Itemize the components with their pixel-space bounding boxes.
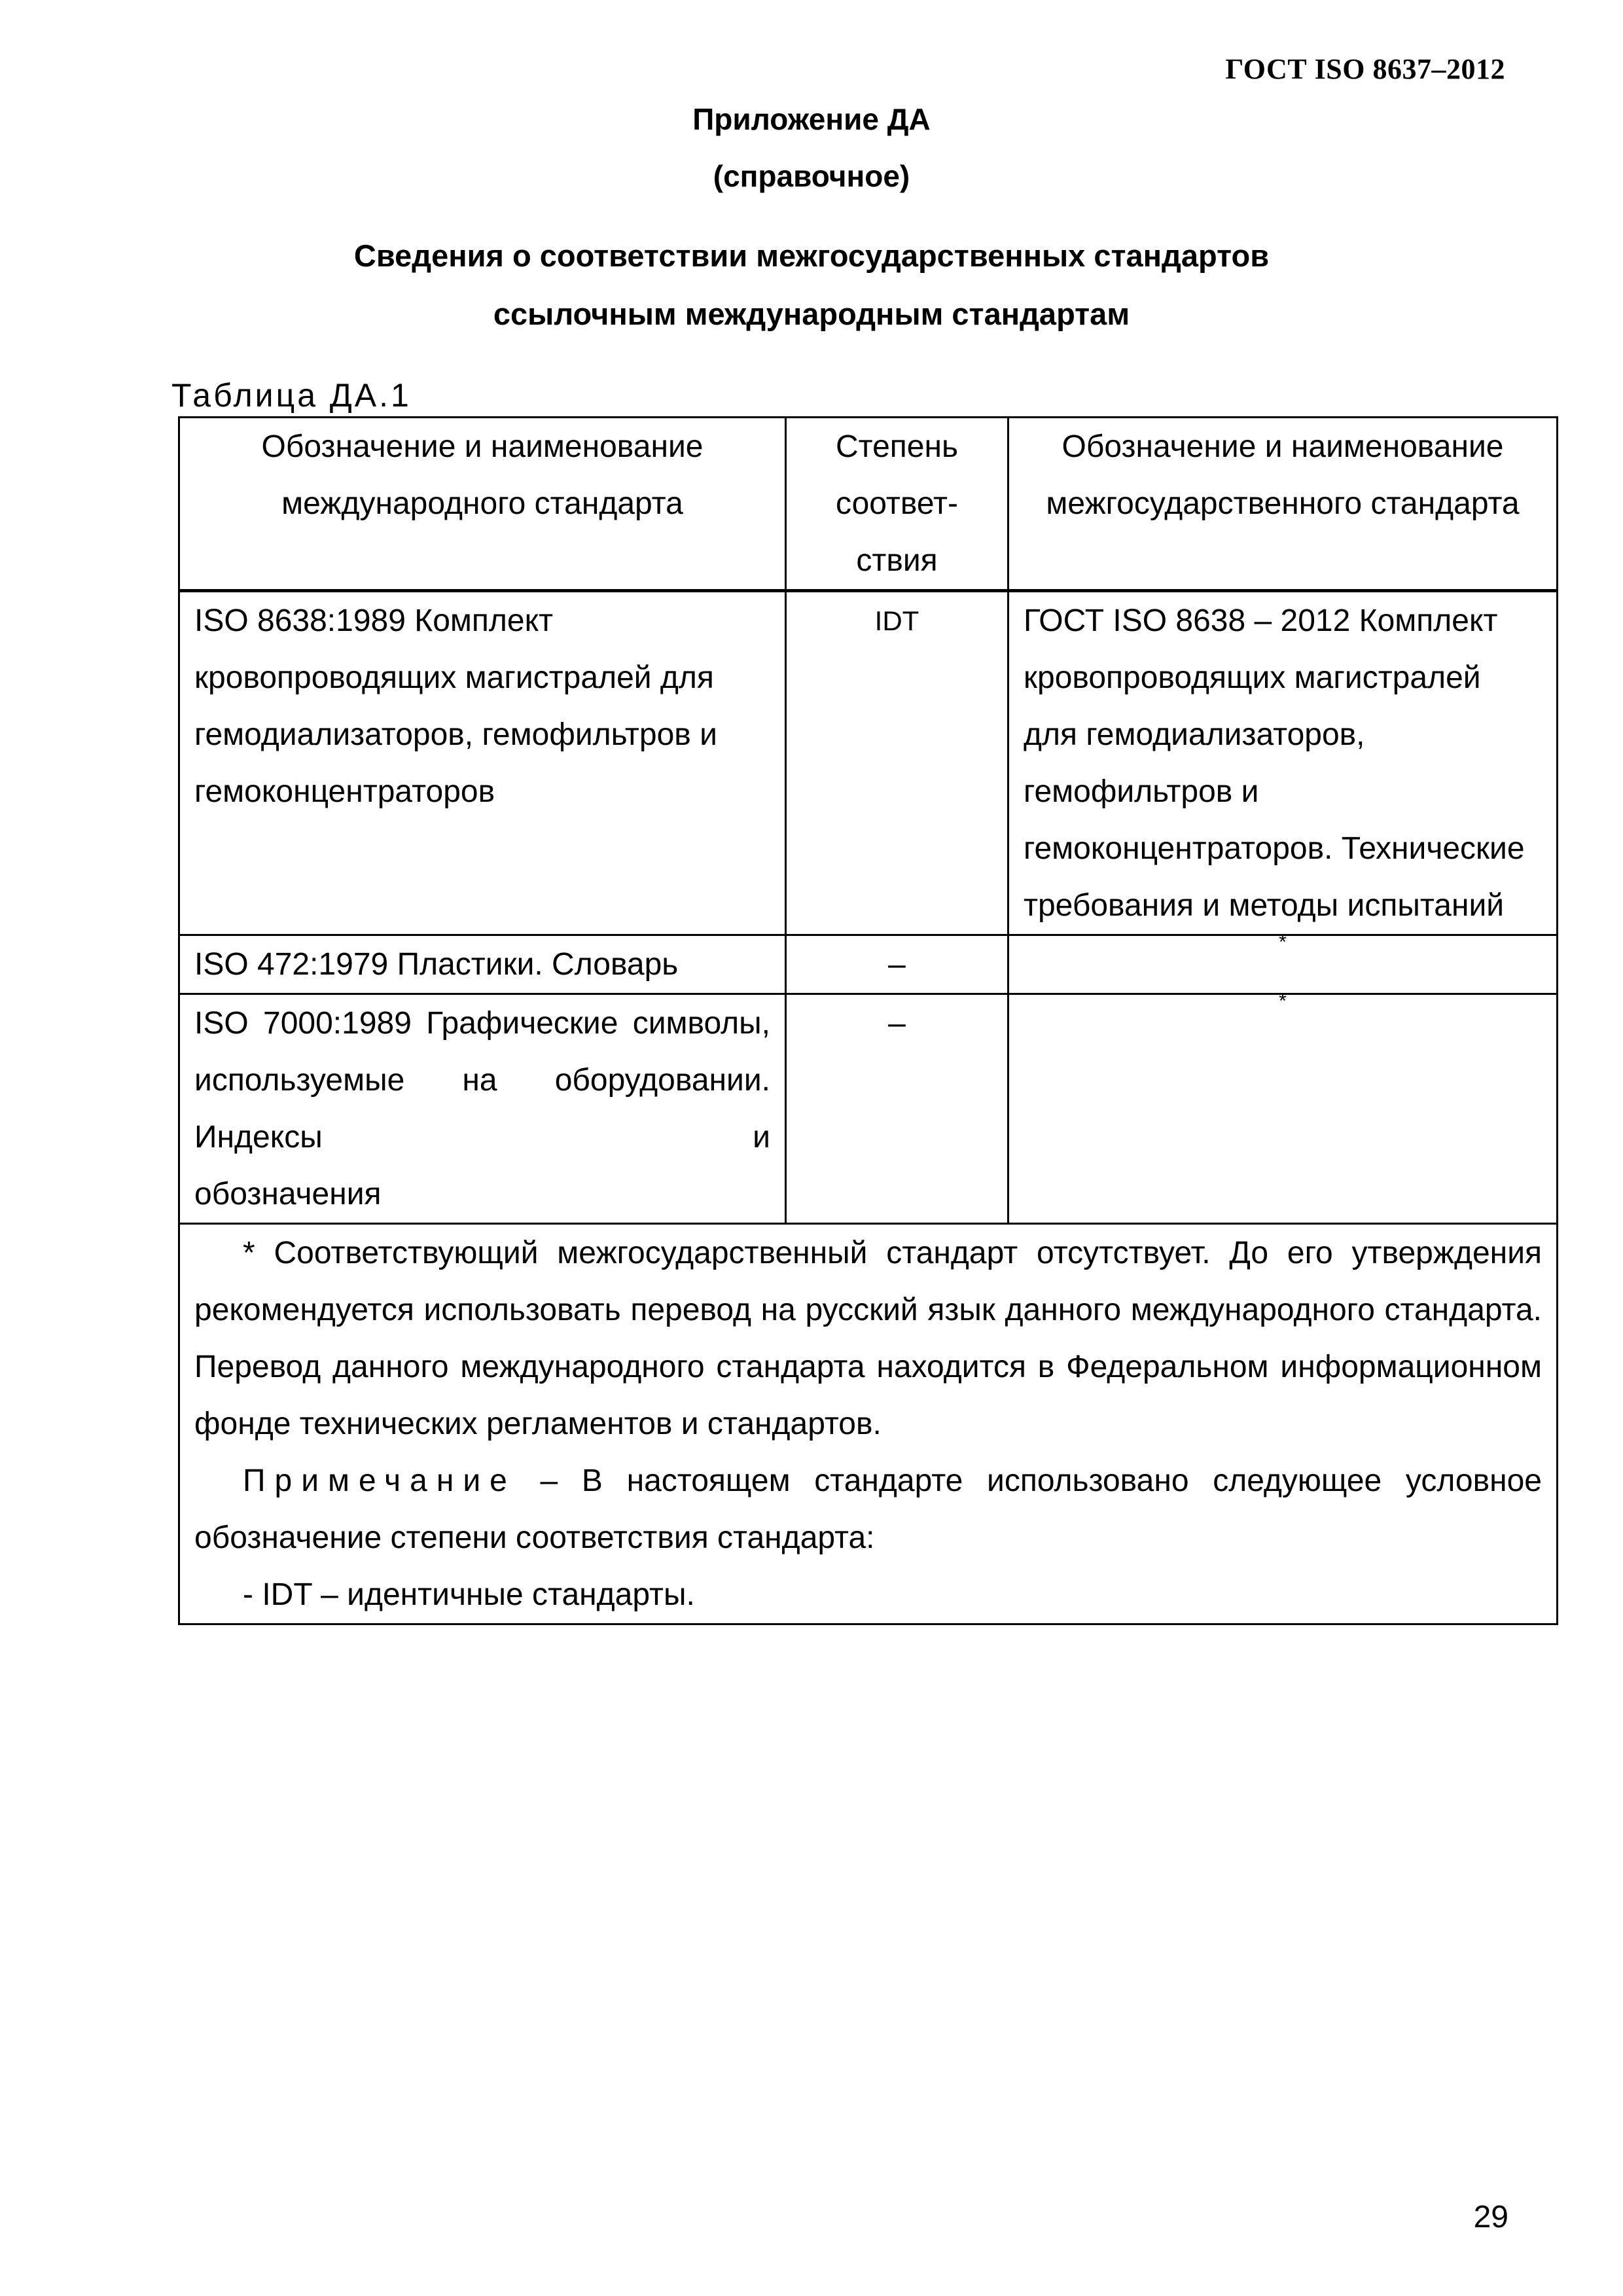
header-interstate-standard (1008, 418, 1558, 591)
international-standard-text-last: обозначения (194, 1177, 382, 1211)
degree-cell: IDT (786, 591, 1008, 935)
note-label: Примечание (243, 1463, 516, 1498)
degree-cell: – (786, 935, 1008, 994)
footnote-asterisk: * (1279, 931, 1287, 953)
header-international-text: Обозначение и наименование международного стандарта (261, 429, 704, 521)
table-label: Таблица ДА.1 (171, 377, 412, 414)
header-degree-line-3: ствия (856, 543, 938, 578)
interstate-standard-cell (1008, 990, 1558, 1224)
appendix-status: (справочное) (713, 159, 910, 193)
table-row (179, 994, 1558, 1224)
document-code-header: ГОСТ ISO 8637–2012 (1225, 53, 1505, 85)
footnote-note (194, 1452, 1542, 1566)
footnote-star-note: * Соответствующий межгосударственный стандарт отсутствует. До его утверждения рекомендуется использовать перевод на русский язык данного международного стандарта. Перевод данного международного стандарта находится в Федеральном информационном фонде технических регламентов и стандартов. (194, 1236, 1542, 1441)
header-interstate-text: Обозначение и наименование межгосударственного стандарта (1046, 429, 1520, 521)
table-header-row (179, 418, 1558, 591)
page-number: 29 (1473, 2200, 1508, 2234)
international-standard-text: ISO 7000:1989 Графические символы, используемые на оборудовании. Индексы и (194, 1006, 770, 1155)
footnote-asterisk: * (1279, 990, 1287, 1012)
appendix-title: Приложение ДА (692, 102, 931, 136)
footnote-idt-line: - IDT – идентичные стандарты. (243, 1577, 695, 1612)
header-degree-line-2: соответ- (836, 486, 958, 521)
header-degree-line-1: Степень (835, 429, 958, 464)
degree-cell: – (786, 994, 1008, 1224)
international-standard-cell: ISO 472:1979 Пластики. Словарь (179, 935, 786, 994)
international-standard-cell: ISO 8638:1989 Комплект кровопроводящих магистралей для гемодиализаторов, гемофильтров и гемоконцентраторов (179, 591, 786, 935)
footnote-cell (179, 1224, 1558, 1624)
international-standard-cell (179, 994, 786, 1224)
table-row (179, 591, 1558, 935)
note-text: – В настоящем стандарте использовано следующее условное обозначение степени соответствия стандарта: (194, 1463, 1542, 1555)
header-international-standard (179, 418, 786, 591)
section-title-line-1: Сведения о соответствии межгосударственных стандартов (353, 238, 1270, 273)
interstate-standard-cell: ГОСТ ISO 8638 – 2012 Комплект кровопроводящих магистралей для гемодиализаторов, гемофильтров и гемоконцентраторов. Технические требования и методы испытаний (1008, 591, 1558, 935)
section-title-line-2: ссылочным международным стандартам (493, 296, 1130, 331)
header-degree-of-correspondence (786, 418, 1008, 591)
table-row (179, 935, 1558, 994)
interstate-standard-cell (1008, 931, 1558, 994)
standards-correspondence-table (178, 416, 1558, 1625)
table-footnote-row (179, 1224, 1558, 1624)
